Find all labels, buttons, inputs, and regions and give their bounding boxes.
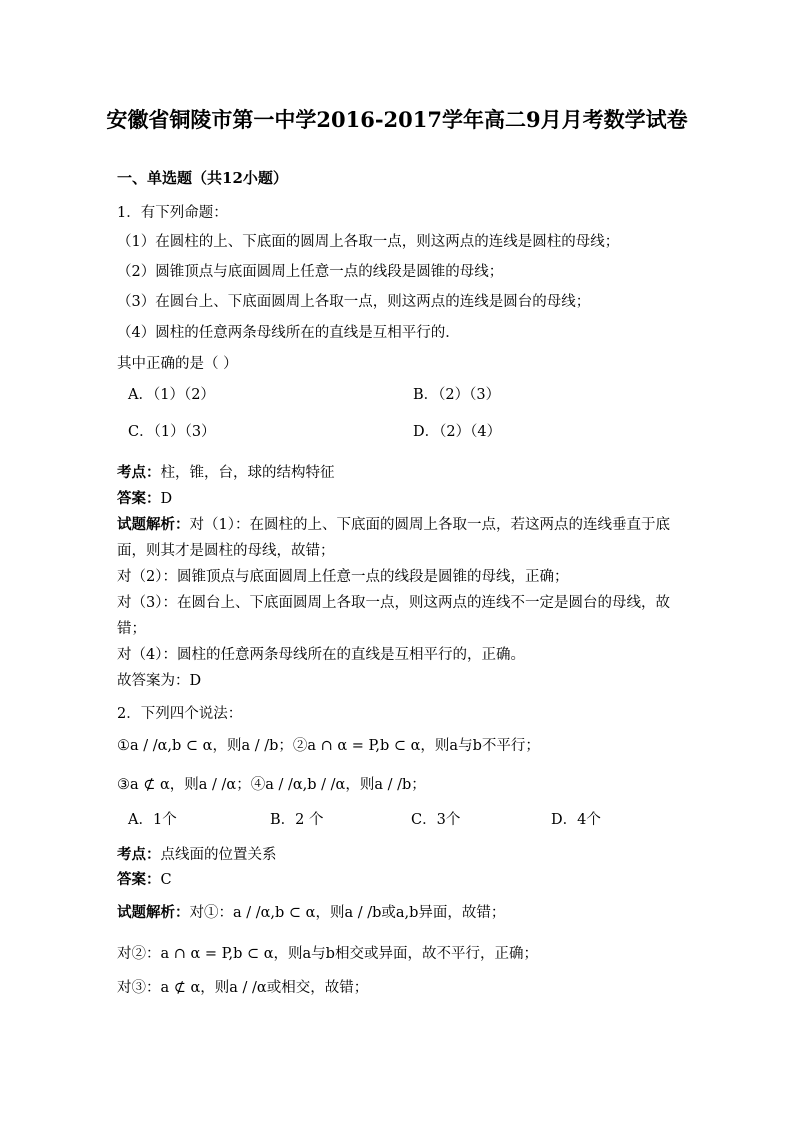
answer-label: 答案： (117, 871, 161, 888)
jiexi-label: 试题解析： (117, 904, 190, 921)
jiexi-label: 试题解析： (117, 516, 190, 533)
question-1-item-1: （1）在圆柱的上、下底面的圆周上各取一点，则这两点的连线是圆柱的母线； (117, 234, 620, 250)
document-title: 安徽省铜陵市第一中学2016-2017学年高二9月月考数学试卷 (106, 107, 688, 132)
jiexi-text: 对（1）：在圆柱的上、下底面的圆周上各取一点，若这两点的连线垂直于底 (189, 517, 670, 533)
question-1-stem: 1．有下列命题： (117, 205, 228, 221)
question-1-option-a: A．（1）（2） (128, 387, 215, 403)
question-1-jiexi-line-6: 对（4）：圆柱的任意两条母线所在的直线是互相平行的，正确。 (117, 647, 525, 663)
question-1-option-c: C．（1）（3） (128, 424, 216, 440)
question-1-item-3: （3）在圆台上、下底面圆周上各取一点，则这两点的连线是圆台的母线； (117, 294, 591, 310)
question-1-ask: 其中正确的是（ ） (117, 356, 238, 372)
question-1-item-2: （2）圆锥顶点与底面圆周上任意一点的线段是圆锥的母线； (117, 264, 504, 280)
kaodian-label: 考点： (117, 846, 161, 863)
question-1-jiexi-line-5: 错； (117, 621, 146, 637)
question-1-kaodian (117, 461, 335, 482)
answer-value: D (160, 491, 173, 507)
question-2-jiexi-line-3: 对③：a ⊄ α，则a / /α或相交，故错； (117, 980, 369, 996)
question-2-statements-2: ③a ⊄ α，则a / /α；④a / /α,b / /α，则a / /b； (117, 777, 426, 793)
answer-label: 答案： (117, 490, 161, 507)
answer-value: C (160, 872, 172, 888)
question-1-jiexi-line-7: 故答案为：D (117, 673, 202, 689)
section-heading: 一、单选题（共12小题） (117, 169, 288, 187)
question-2-answer (117, 868, 172, 889)
question-2-option-d: D．4个 (551, 812, 601, 828)
kaodian-value: 柱，锥，台，球的结构特征 (160, 465, 335, 481)
jiexi-text: 对①：a / /α,b ⊂ α，则a / /b或a,b异面，故错； (189, 905, 506, 921)
question-2-option-a: A．1个 (128, 812, 177, 828)
question-2-jiexi-line-2: 对②：a ∩ α = P,b ⊂ α，则a与b相交或异面，故不平行，正确； (117, 946, 538, 962)
question-1-jiexi-line-2: 面，则其才是圆柱的母线，故错； (117, 543, 335, 559)
kaodian-label: 考点： (117, 464, 161, 481)
question-1-jiexi-line-1 (117, 513, 670, 534)
question-2-option-c: C．3个 (411, 812, 461, 828)
question-1-option-d: D．（2）（4） (413, 424, 502, 440)
question-2-kaodian (117, 843, 277, 864)
question-1-jiexi-line-3: 对（2）：圆锥顶点与底面圆周上任意一点的线段是圆锥的母线，正确； (117, 569, 569, 585)
kaodian-value: 点线面的位置关系 (160, 847, 277, 863)
question-1-answer (117, 487, 172, 508)
question-2-jiexi-line-1 (117, 901, 505, 922)
question-1-jiexi-line-4: 对（3）：在圆台上、下底面圆周上各取一点，则这两点的连线不一定是圆台的母线，故 (117, 595, 670, 611)
question-2-statements-1: ①a / /α,b ⊂ α，则a / /b；②a ∩ α = P,b ⊂ α，则a与b不平行； (117, 738, 540, 754)
question-2-stem: 2．下列四个说法： (117, 706, 243, 722)
question-1-item-4: （4）圆柱的任意两条母线所在的直线是互相平行的． (117, 325, 460, 341)
question-1-option-b: B．（2）（3） (413, 387, 501, 403)
question-2-option-b: B．2 个 (270, 812, 324, 828)
